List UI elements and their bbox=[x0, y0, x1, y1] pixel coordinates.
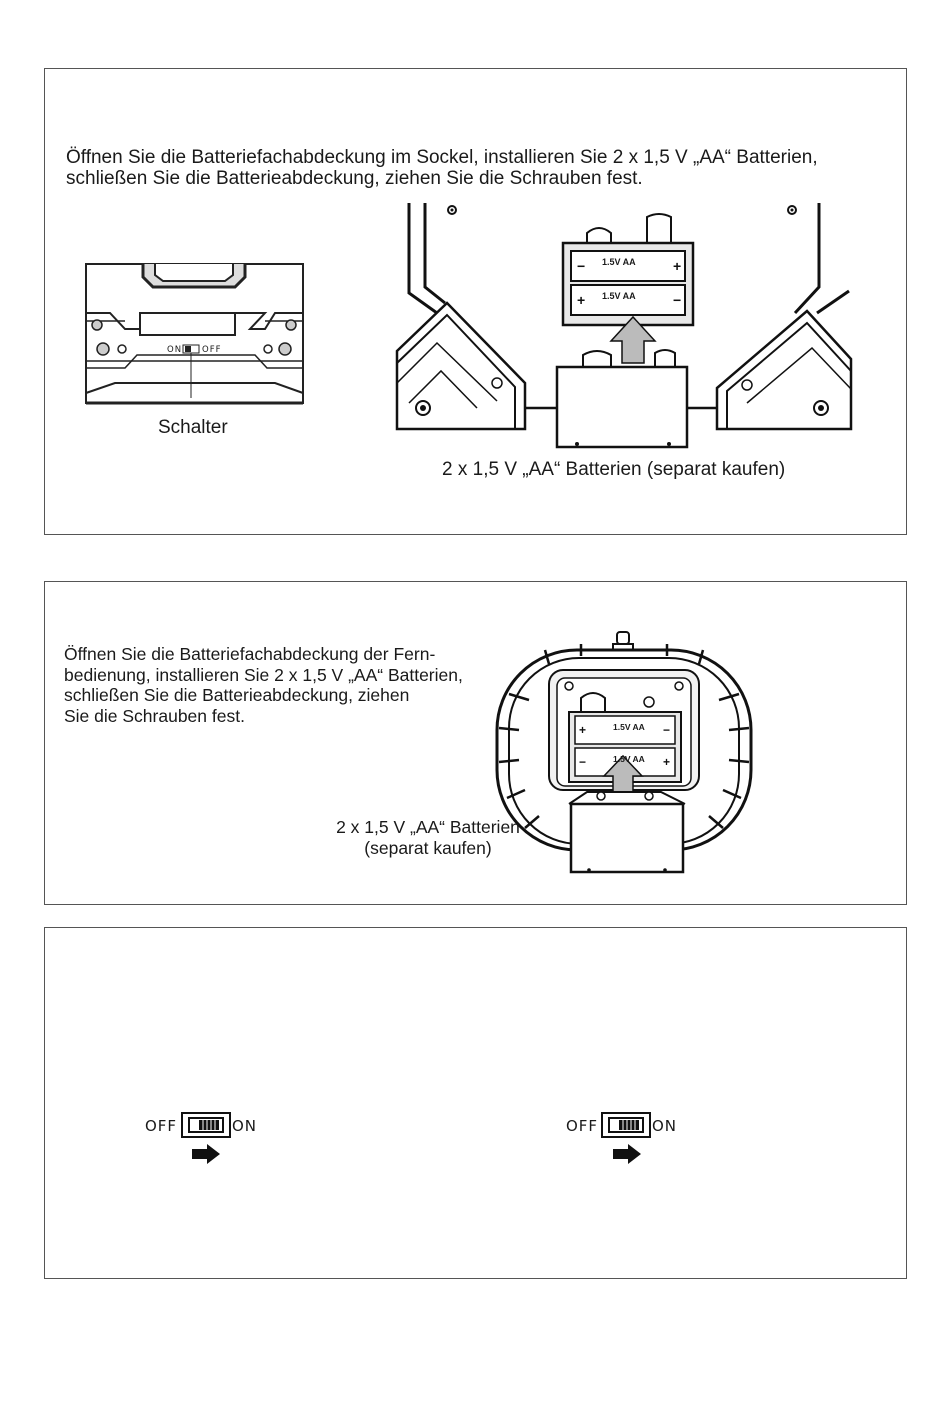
base-battery-caption: 2 x 1,5 V „AA“ Batterien (separat kaufen) bbox=[442, 459, 786, 480]
base-battery-illustration bbox=[397, 203, 851, 429]
svg-text:−: − bbox=[663, 723, 671, 737]
right-switch-off-label: OFF bbox=[566, 1117, 599, 1135]
svg-text:−: − bbox=[579, 755, 587, 769]
svg-text:+: + bbox=[673, 258, 682, 274]
svg-text:−: − bbox=[577, 258, 586, 274]
power-switch-panel bbox=[44, 927, 907, 1279]
base-switch-off-label: OFF bbox=[202, 345, 222, 355]
left-switch-off-label: OFF bbox=[145, 1117, 178, 1135]
base-instruction-line-1: Öffnen Sie die Batteriefachabdeckung im Sockel, installieren Sie 2 x 1,5 V „AA“ Batterien, bbox=[66, 147, 818, 168]
left-arrow-right-icon bbox=[192, 1144, 220, 1164]
left-switch-on-label: ON bbox=[232, 1117, 258, 1135]
remote-battery-panel bbox=[44, 581, 907, 905]
base-switch-illustration bbox=[85, 263, 305, 405]
base-battery-panel bbox=[44, 68, 907, 535]
right-power-switch[interactable] bbox=[601, 1112, 651, 1138]
svg-text:+: + bbox=[577, 292, 586, 308]
svg-text:+: + bbox=[663, 755, 671, 769]
base-battery-label-top: 1.5V AA bbox=[602, 257, 636, 267]
base-instruction-line-2: schließen Sie die Batterieabdeckung, ziehen Sie die Schrauben fest. bbox=[66, 168, 643, 189]
base-switch-on-label: ON bbox=[167, 345, 183, 355]
svg-text:−: − bbox=[673, 292, 682, 308]
switch-caption: Schalter bbox=[158, 417, 228, 438]
remote-battery-label-bottom: 1.5V AA bbox=[613, 754, 645, 764]
base-battery-label-bottom: 1.5V AA bbox=[602, 291, 636, 301]
svg-text:+: + bbox=[579, 723, 587, 737]
remote-instruction: Öffnen Sie die Batteriefachabdeckung der Fern- bedienung, installieren Sie 2 x 1,5 V „AA“ Batterien, schließen Sie die Batterieabdeckung, ziehen Sie die Schrauben fest. bbox=[64, 644, 463, 726]
remote-battery-caption: 2 x 1,5 V „AA“ Batterien (separat kaufen) bbox=[336, 817, 520, 858]
remote-battery-label-top: 1.5V AA bbox=[613, 722, 645, 732]
right-arrow-right-icon bbox=[613, 1144, 641, 1164]
right-switch-on-label: ON bbox=[652, 1117, 678, 1135]
left-power-switch[interactable] bbox=[181, 1112, 231, 1138]
